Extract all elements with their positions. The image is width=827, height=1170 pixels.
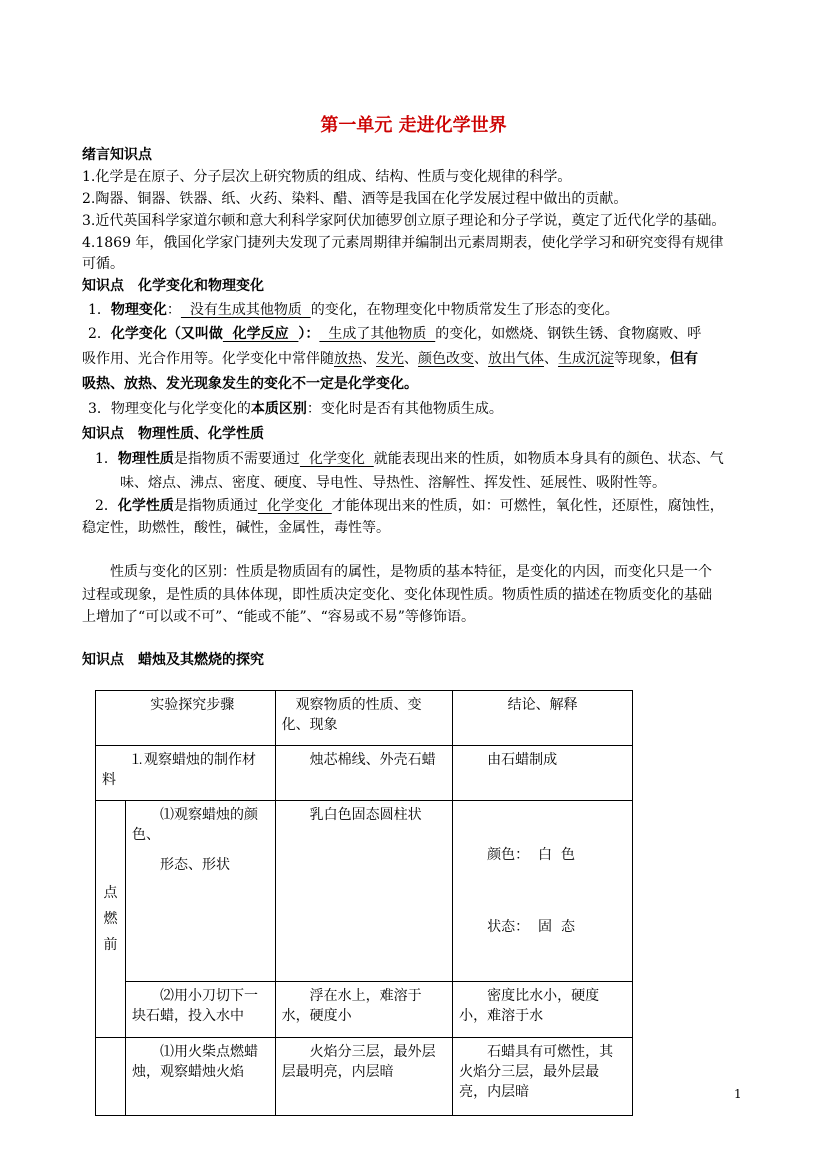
section-heading-change: 知识点 化学变化和物理变化 <box>82 278 264 294</box>
table-cell: 由石蜡制成 <box>453 746 633 801</box>
difference-line: 上增加了“可以或不可”、“能或不能”、“容易或不易”等修饰语。 <box>82 609 475 625</box>
paragraph-text: 是指物质通过 <box>173 498 258 514</box>
table-cell: 火焰分三层，最外层层最明亮，内层暗 <box>275 1038 453 1116</box>
difference-line: 过程或现象，是性质的具体体现，即性质决定变化、变化体现性质。物质性质的描述在物质变化的基础 <box>82 587 712 603</box>
fill-blank: 生成沉淀 <box>558 351 614 367</box>
table-cell <box>125 801 275 982</box>
paragraph-text: 的变化，在物理变化中物质常发生了形态的变化。 <box>310 302 619 318</box>
cell-text: 形态、形状 <box>159 857 230 873</box>
table-cell: 密度比水小，硬度小，难溶于水 <box>453 982 633 1038</box>
chemical-change-paragraph <box>88 324 758 344</box>
bold-text: 但有 <box>670 351 698 367</box>
fill-blank: 颜色改变 <box>418 351 474 367</box>
item-number: 3． <box>88 401 111 417</box>
essential-difference-paragraph <box>88 399 758 419</box>
chemical-change-line2 <box>82 349 752 369</box>
cell-text: 状态： 固 态 <box>487 919 575 935</box>
fill-blank: 生成了其他物质 <box>319 326 436 342</box>
group-label-before-ignition: 点燃前 <box>96 801 126 1038</box>
fill-blank: 没有生成其他物质 <box>180 302 311 318</box>
section-heading-candle: 知识点 蜡烛及其燃烧的探究 <box>82 652 264 668</box>
separator: 、 <box>362 351 376 367</box>
experiment-table <box>95 690 633 1116</box>
chemical-property-paragraph <box>95 496 765 516</box>
intro-heading: 绪言知识点 <box>82 147 152 163</box>
chemical-change-line3: 吸热、放热、发光现象发生的变化不一定是化学变化。 <box>82 376 418 392</box>
term-close: ） <box>298 326 306 342</box>
page-title: 第一单元 走进化学世界 <box>320 115 507 136</box>
separator: 、 <box>474 351 488 367</box>
table-header: 实验探究步骤 <box>96 691 276 746</box>
term-chemical-property: 化学性质 <box>117 498 174 514</box>
intro-item: 4.1869 年，俄国化学家门捷列夫发现了元素周期律并编制出元素周期表，使化学学习和研究变得有规律 <box>82 235 724 251</box>
table-cell-empty <box>96 1038 126 1116</box>
table-cell: 烛芯棉线、外壳石蜡 <box>275 746 453 801</box>
fill-blank: 化学反应 <box>222 326 299 342</box>
bold-text: 本质区别 <box>250 401 307 417</box>
chemical-property-line2: 稳定性，助燃性，酸性，碱性，金属性，毒性等。 <box>82 520 390 536</box>
paragraph-text: ：变化时是否有其他物质生成。 <box>306 401 503 417</box>
item-number: 2． <box>95 498 118 514</box>
term-chemical-change: 化学变化（又叫做 <box>110 326 223 342</box>
intro-item: 1.化学是在原子、分子层次上研究物质的组成、结构、性质与变化规律的科学。 <box>82 169 572 185</box>
table-row <box>96 1038 633 1116</box>
separator: 、 <box>544 351 558 367</box>
physical-property-line2: 味、熔点、沸点、密度、硬度、导电性、导热性、溶解性、挥发性、延展性、吸附性等。 <box>120 475 666 491</box>
table-header: 观察物质的性质、变化、现象 <box>275 691 453 746</box>
table-cell <box>453 801 633 982</box>
paragraph-text: 物理变化与化学变化的 <box>110 401 251 417</box>
paragraph-text: 就能表现出来的性质，如物质本身具有的颜色、状态、气 <box>373 451 724 467</box>
intro-item: 2.陶器、铜器、铁器、纸、火药、染料、醋、酒等是我国在化学发展过程中做出的贡献。 <box>82 191 628 207</box>
table-cell: 石蜡具有可燃性，其火焰分三层，最外层最亮，内层暗 <box>453 1038 633 1116</box>
intro-item: 3.近代英国科学家道尔顿和意大利科学家阿伏加德罗创立原子理论和分子学说，奠定了近代化学的基础。 <box>82 213 726 229</box>
item-number: 1． <box>88 302 111 318</box>
fill-blank: 发光 <box>376 351 404 367</box>
physical-change-paragraph <box>88 300 758 320</box>
fill-blank: 放热 <box>334 351 362 367</box>
fill-blank: 化学变化 <box>257 498 332 514</box>
paragraph-text: 吸作用、光合作用等。化学变化中常伴随 <box>82 351 334 367</box>
paragraph-text: 才能体现出来的性质，如：可燃性，氧化性，还原性，腐蚀性， <box>331 498 724 514</box>
term-physical-change: 物理变化 <box>110 302 167 318</box>
colon: ： <box>166 302 181 318</box>
fill-blank: 放出气体 <box>488 351 544 367</box>
table-row <box>96 982 633 1038</box>
table-cell: ⑵用小刀切下一块石蜡，投入水中 <box>125 982 275 1038</box>
paragraph-text: 的变化，如燃烧、钢铁生锈、食物腐败、呼 <box>435 326 702 342</box>
table-header: 结论、解释 <box>453 691 633 746</box>
term-physical-property: 物理性质 <box>117 451 174 467</box>
section-heading-property: 知识点 物理性质、化学性质 <box>82 426 264 442</box>
fill-blank: 化学变化 <box>299 451 374 467</box>
table-row <box>96 746 633 801</box>
intro-item: 可循。 <box>82 256 124 272</box>
table-cell: ⒈观察蜡烛的制作材料 <box>96 746 276 801</box>
item-number: 1． <box>95 451 118 467</box>
table-cell: 浮在水上，难溶于水，硬度小 <box>275 982 453 1038</box>
cell-text: ⑴观察蜡烛的颜色、 <box>131 807 258 843</box>
physical-property-paragraph <box>95 449 765 469</box>
table-cell: ⑴用火柴点燃蜡烛，观察蜡烛火焰 <box>125 1038 275 1116</box>
separator: 、 <box>404 351 418 367</box>
table-cell: 乳白色固态圆柱状 <box>275 801 453 982</box>
cell-text: 颜色： 白 色 <box>487 847 575 863</box>
table-row <box>96 801 633 982</box>
difference-line: 性质与变化的区别：性质是物质固有的属性，是物质的基本特征，是变化的内因，而变化只是一个 <box>110 564 712 580</box>
paragraph-text: 是指物质不需要通过 <box>173 451 300 467</box>
colon: ： <box>305 326 320 342</box>
table-header-row <box>96 691 633 746</box>
item-number: 2． <box>88 326 111 342</box>
paragraph-text: 等现象， <box>614 351 670 367</box>
page-number: 1 <box>734 1087 742 1101</box>
